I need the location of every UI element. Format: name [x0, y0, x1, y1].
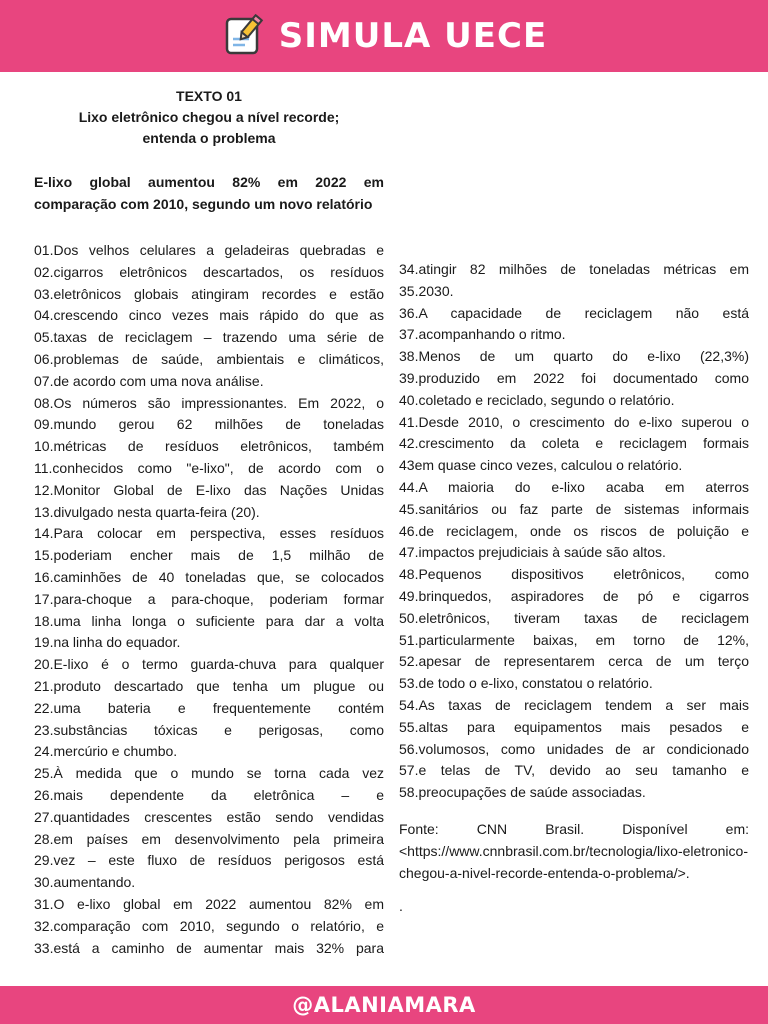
- text-line: 02.cigarros eletrônicos descartados, os resíduos: [34, 263, 384, 280]
- text-line: 31.O e-lixo global em 2022 aumentou 82% em: [34, 895, 384, 912]
- text-line: 28.em países em desenvolvimento pela primeira: [34, 830, 384, 847]
- right-column: [399, 259, 749, 914]
- text-line: 18.uma linha longa o suficiente para dar a volta: [34, 612, 384, 629]
- text-line: 37.acompanhando o ritmo.: [399, 326, 566, 343]
- text-line: 01.Dos velhos celulares a geladeiras quebradas e: [34, 242, 384, 258]
- text-line: 24.mercúrio e chumbo.: [34, 743, 178, 760]
- text-line: 33.está a caminho de aumentar mais 32% para: [34, 939, 384, 956]
- text-line: 11.conhecidos como "e-lixo", de acordo com o: [34, 459, 384, 476]
- text-line: 07.de acordo com uma nova análise.: [34, 372, 264, 389]
- text-line: 29.vez – este fluxo de resíduos perigosos está: [34, 852, 384, 869]
- text-line: 40.coletado e reciclado, segundo o relatório.: [399, 391, 675, 408]
- text-line: 32.comparação com 2010, segundo o relatório, e: [34, 917, 384, 934]
- source-url: <https://www.cnnbrasil.com.br/tecnologia/lixo-eletronico-chegou-a-nivel-recorde-entenda-o-problema/>.: [399, 842, 748, 881]
- text-line: 14.Para colocar em perspectiva, esses resíduos: [34, 525, 384, 542]
- text-line: 23.substâncias tóxicas e perigosas, como: [34, 721, 384, 738]
- text-line: 49.brinquedos, aspiradores de pó e cigarros: [399, 587, 749, 604]
- text-label: TEXTO 01: [176, 88, 242, 104]
- text-line: 22.uma bateria e frequentemente contém: [34, 699, 384, 716]
- text-line: 46.de reciclagem, onde os riscos de poluição e: [399, 522, 749, 539]
- text-line: 47.impactos prejudiciais à saúde são altos.: [399, 544, 666, 561]
- text-line: 44.A maioria do e-lixo acaba em aterros: [399, 478, 749, 495]
- text-line: 09.mundo gerou 62 milhões de toneladas: [34, 416, 384, 433]
- text-line: 58.preocupações de saúde associadas.: [399, 784, 646, 801]
- right-numbered-lines: [399, 259, 749, 804]
- text-line: 05.taxas de reciclagem – trazendo uma série de: [34, 329, 384, 346]
- text-line: 50.eletrônicos, tiveram taxas de reciclagem: [399, 609, 749, 626]
- text-line: 36.A capacidade de reciclagem não está: [399, 304, 749, 321]
- text-line: 03.eletrônicos globais atingiram recordes e estão: [34, 285, 384, 302]
- text-line: 57.e telas de TV, devido ao seu tamanho e: [399, 762, 749, 779]
- text-line: 42.crescimento da coleta e reciclagem formais: [399, 435, 749, 452]
- header-bar: [0, 0, 768, 72]
- text-line: 08.Os números são impressionantes. Em 2022, o: [34, 394, 384, 411]
- trailing-mark: .: [399, 897, 403, 914]
- text-line: 55.altas para equipamentos mais pesados e: [399, 718, 749, 735]
- text-line: 10.métricas de resíduos eletrônicos, também: [34, 438, 384, 455]
- source-citation: [399, 818, 749, 884]
- left-numbered-lines: [34, 240, 384, 959]
- left-column: [34, 86, 384, 959]
- text-line: 04.crescendo cinco vezes mais rápido do que as: [34, 307, 384, 324]
- text-line: 27.quantidades crescentes estão sendo vendidas: [34, 808, 384, 825]
- text-line: 56.volumosos, como unidades de ar condicionado: [399, 740, 749, 757]
- text-line: 51.particularmente baixas, em torno de 12%,: [399, 631, 749, 648]
- text-line: 43em quase cinco vezes, calculou o relatório.: [399, 457, 683, 474]
- text-line: 35.2030.: [399, 282, 454, 299]
- text-line: 12.Monitor Global de E-lixo das Nações Unidas: [34, 481, 384, 498]
- article-title-line2: entenda o problema: [142, 130, 276, 146]
- text-line: 52.apesar de representarem cerca de um terço: [399, 653, 749, 670]
- text-line: 34.atingir 82 milhões de toneladas métricas em: [399, 261, 749, 277]
- text-line: 15.poderiam encher mais de 1,5 milhão de: [34, 547, 384, 564]
- text-line: 45.sanitários ou faz parte de sistemas informais: [399, 500, 749, 517]
- text-line: 17.para-choque a para-choque, poderiam formar: [34, 590, 384, 607]
- brand-logo: [221, 13, 547, 59]
- text-line: 16.caminhões de 40 toneladas que, se colocados: [34, 568, 384, 585]
- text-line: 53.de todo o e-lixo, constatou o relatório.: [399, 675, 653, 692]
- source-label: Fonte: CNN Brasil. Disponível em:: [399, 820, 749, 837]
- text-line: 48.Pequenos dispositivos eletrônicos, como: [399, 566, 749, 583]
- text-line: 39.produzido em 2022 foi documentado como: [399, 369, 749, 386]
- text-line: 06.problemas de saúde, ambientais e climáticos,: [34, 350, 384, 367]
- text-line: 38.Menos de um quarto do e-lixo (22,3%): [399, 348, 749, 365]
- text-line: 30.aumentando.: [34, 874, 136, 891]
- text-line: 19.na linha do equador.: [34, 634, 181, 651]
- text-line: 54.As taxas de reciclagem tendem a ser mais: [399, 696, 749, 713]
- text-line: 20.E-lixo é o termo guarda-chuva para qualquer: [34, 656, 384, 673]
- article-title-line1: Lixo eletrônico chegou a nível recorde;: [78, 109, 340, 125]
- text-line: 26.mais dependente da eletrônica – e: [34, 786, 384, 803]
- brand-title: SIMULA UECE: [278, 16, 548, 56]
- notepad-pencil-icon: [221, 13, 267, 59]
- text-line: 21.produto descartado que tenha um plugue ou: [34, 677, 384, 694]
- footer-bar: [0, 986, 768, 1024]
- article-subtitle: E-lixo global aumentou 82% em 2022 em comparação com 2010, segundo um novo relatório: [34, 174, 384, 212]
- text-line: 25.À medida que o mundo se torna cada vez: [34, 765, 384, 782]
- author-handle: @ALANIAMARA: [292, 993, 476, 1017]
- text-line: 13.divulgado nesta quarta-feira (20).: [34, 503, 260, 520]
- text-line: 41.Desde 2010, o crescimento do e-lixo superou o: [399, 413, 749, 430]
